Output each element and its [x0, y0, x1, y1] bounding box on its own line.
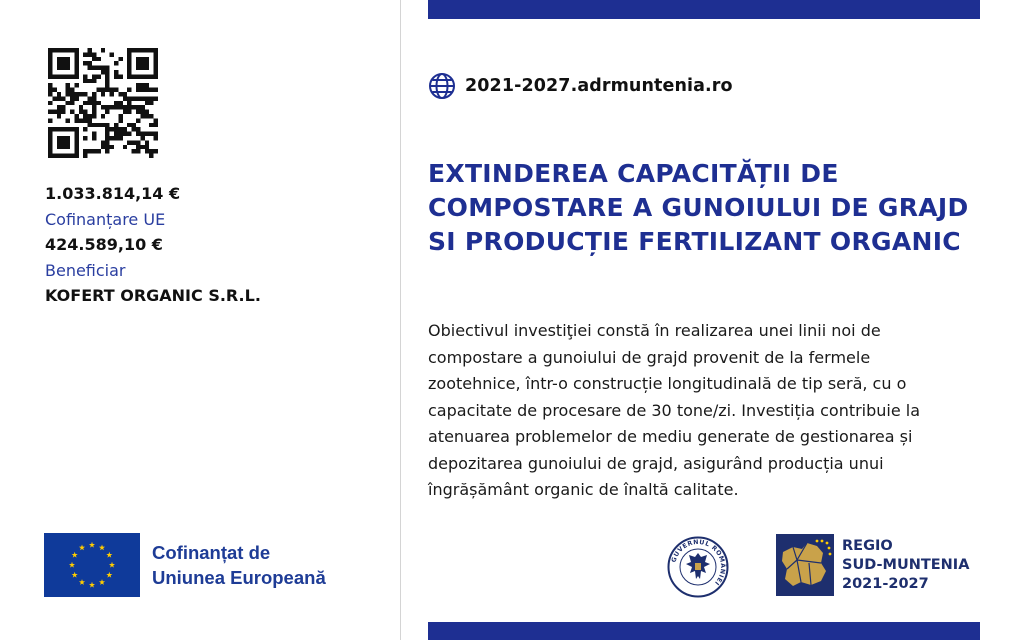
- eu-cofinancing-label: Cofinanțare UE: [45, 209, 166, 229]
- regio-line3: 2021-2027: [842, 575, 929, 592]
- description-line: compostare a gunoiului de grajd provenit de la fermele: [428, 347, 871, 367]
- beneficiary-label: Beneficiar: [45, 260, 126, 280]
- bottom-accent-bar: [428, 622, 980, 640]
- globe-icon: [428, 72, 456, 100]
- panel-divider: [400, 0, 401, 640]
- description-line: zootehnice, într-o construcție longitudinală de tip seră, cu o: [428, 374, 907, 393]
- description-line: depozitarea gunoiului de grajd, asigurând producția unui: [428, 453, 884, 473]
- eu-cofinancing-value: 424.589,10 €: [45, 235, 163, 254]
- seal-text: GUVERNUL ROMÂNIEI: [670, 538, 727, 587]
- website-url: 2021-2027.adrmuntenia.ro: [465, 76, 733, 96]
- region-map-icon: [776, 534, 834, 596]
- website-link[interactable]: [428, 71, 733, 101]
- qr-code[interactable]: [48, 48, 158, 158]
- top-accent-bar: [428, 0, 980, 19]
- project-title-line: COMPOSTARE A GUNOIULUI DE GRAJD: [428, 193, 969, 222]
- description-line: îngrășământ organic de înaltă calitate.: [428, 480, 739, 499]
- eu-logo-line2: Uniunea Europeană: [152, 567, 326, 588]
- project-description: [428, 318, 988, 504]
- project-title-line: EXTINDEREA CAPACITĂȚII DE: [428, 159, 839, 188]
- eu-flag-icon: [44, 533, 140, 597]
- description-line: capacitate de procesare de 30 tone/zi. Investiția contribuie la: [428, 400, 921, 420]
- regio-sud-muntenia-logo: [776, 534, 969, 596]
- total-value: 1.033.814,14 €: [45, 184, 181, 203]
- funding-info: [45, 181, 375, 309]
- project-title-line: SI PRODUCȚIE FERTILIZANT ORGANIC: [428, 227, 961, 256]
- eu-cofinancing-logo: [44, 533, 326, 597]
- description-line: atenuarea problemelor de mediu generate de gestionarea și: [428, 427, 913, 446]
- regio-line2: SUD-MUNTENIA: [842, 556, 970, 573]
- regio-line1: REGIO: [842, 537, 893, 554]
- description-line: Obiectivul investiţiei constă în realizarea unei linii noi de: [428, 321, 881, 340]
- beneficiary-name: KOFERT ORGANIC S.R.L.: [45, 286, 261, 305]
- project-title: [428, 157, 998, 259]
- romanian-government-seal: [667, 536, 729, 598]
- eu-logo-line1: Cofinanțat de: [152, 542, 271, 563]
